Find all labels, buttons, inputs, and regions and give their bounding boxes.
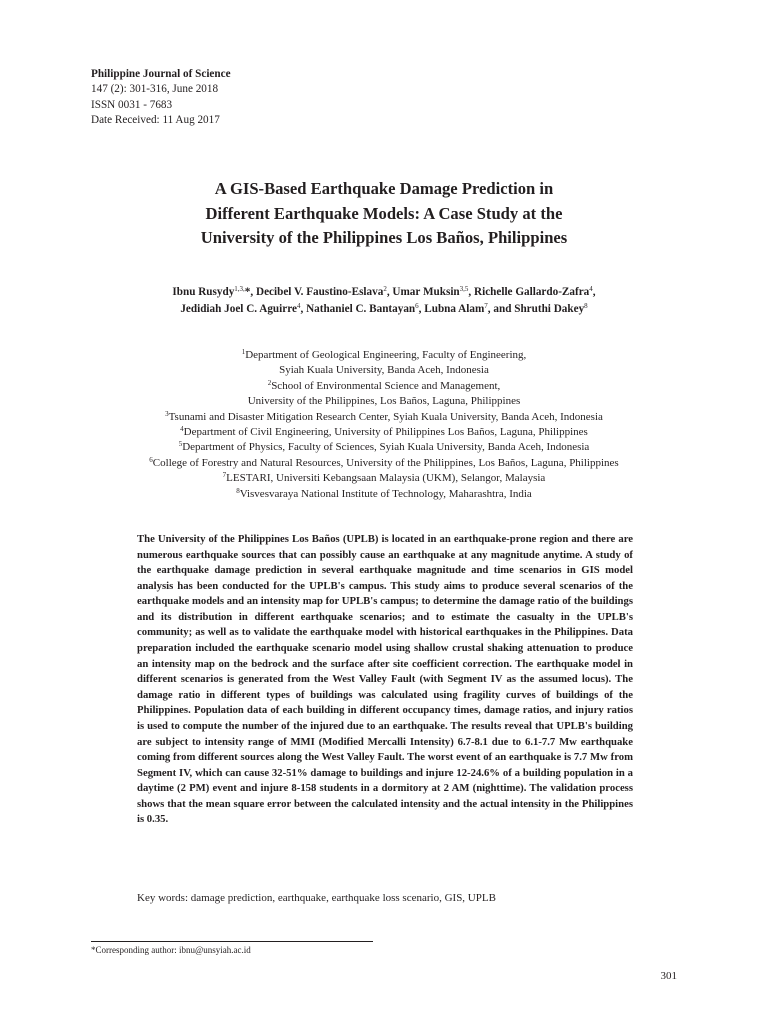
author-affiliation-mark: 4 [589,285,593,293]
author-name: Jedidiah Joel C. Aguirre [180,303,297,315]
affiliation-line [60,410,708,425]
affiliation-text: Department of Geological Engineering, Faculty of Engineering, [245,349,527,361]
corresponding-author-footnote: *Corresponding author: ibnu@unsyiah.ac.id [91,945,251,955]
author-name: Ibnu Rusydy [172,286,235,298]
affiliation-line [60,440,708,455]
author-separator: *, [244,286,256,298]
title-line: University of the Philippines Los Baños, Philippines [200,228,568,247]
author-separator: , and [487,303,515,315]
affiliation-text: LESTARI, Universiti Kebangsaan Malaysia (UKM), Selangor, Malaysia [226,472,546,485]
affiliation-text: Visvesvaraya National Institute of Technology, Maharashtra, India [239,487,532,500]
affiliation-line [60,471,708,486]
author-separator: , [386,286,393,298]
affiliation-line [60,348,708,363]
author-name: Richelle Gallardo-Zafra [474,286,590,298]
affiliation-number: 1 [241,348,246,356]
affiliation-text: College of Forestry and Natural Resources, University of the Philippines, Los Baños, Laguna, Philippines [152,456,619,469]
author-affiliation-mark: 4 [296,302,301,310]
author-affiliation-mark: 2 [383,285,387,293]
author-separator: , [300,303,307,315]
date-received: Date Received: 11 Aug 2017 [91,114,220,127]
affiliation-text: Department of Civil Engineering, University of Philippines Los Baños, Laguna, Philippines [183,426,588,439]
affiliation-line [60,487,708,502]
author-affiliation-mark: 7 [484,302,488,310]
author-list [80,284,688,318]
affiliation-number: 3 [165,409,169,418]
affiliation-text: School of Environmental Science and Management, [271,379,501,392]
affiliation-number: 4 [180,425,184,434]
author-name: Shruthi Dakey [514,303,585,315]
keywords: Key words: damage prediction, earthquake, earthquake loss scenario, GIS, UPLB [137,892,496,904]
author-name: Nathaniel C. Bantayan [306,303,416,315]
abstract: The University of the Philippines Los Baños (UPLB) is located in an earthquake-prone region and there are numerous earthquake sources that can possibly cause an earthquake at any magnitude anytime. A study of the earthquake damage prediction in several earthquake magnitude and time scenarios in GIS model analysis has been conducted for the UPLB's campus. This study aims to produce several scenarios of the earthquake models and an intensity map for UPLB's campus; to determine the damage ratio of the buildings and its distribution in different earthquake scenarios; and to estimate the casualty in the UPLB's community; as well as to validate the earthquake model with historical earthquakes in the Philippines. Data preparation included the earthquake scenario model using shallow crustal shaking attenuation to produce an intensity map on the bedrock and the surface after site coefficient correction. The earthquake model in different scenarios is generated from the West Valley Fault (with Segment IV as the assumed locus). The damage ratio in different types of buildings was calculated using fragility curves of buildings of the Philippines. Population data of each building in different occupancy times, damage ratios, and injury ratios is used to compute the number of the injured due to an earthquake. The results reveal that UPLB's building are subject to intensity range of MMI (Modified Mercalli Intensity) 6.7-8.1 due to 6.1-7.7 Mw earthquake coming from different sources along the West Valley Fault. The worst event of an earthquake is 7.7 Mw from Segment IV, which can cause 32-51% damage to buildings and injure 12-24.6% of a building population in a daytime (2 PM) event and injure 8-158 students in a dormitory at 2 AM (nighttime). The validation process shows that the mean square error between the calculated intensity and the actual intensity in the Philippines is 0.35. [137,533,633,826]
affiliation-number: 6 [149,455,153,464]
author-affiliation-mark: 8 [584,302,588,310]
affiliation-text: University of the Philippines, Los Baños, Laguna, Philippines [247,395,521,408]
affiliation-text: Department of Physics, Faculty of Sciences, Syiah Kuala University, Banda Aceh, Indonesia [182,441,590,454]
footnote-divider [91,941,373,942]
author-name: Decibel V. Faustino-Eslava [255,286,384,298]
affiliation-number: 2 [267,378,272,387]
affiliation-number: 5 [178,440,183,449]
author-name: Lubna Alam [424,303,485,315]
author-separator: , [468,286,474,298]
author-separator: , [418,303,425,315]
title-line: A GIS-Based Earthquake Damage Prediction in [214,179,554,198]
affiliation-line [60,456,708,471]
journal-header [91,67,231,129]
affiliation-text: Syiah Kuala University, Banda Aceh, Indonesia [279,364,489,377]
affiliation-line [60,363,708,378]
author-affiliation-mark: 6 [415,302,419,310]
journal-name: Philippine Journal of Science [91,68,231,80]
affiliation-list [60,348,708,502]
affiliation-text: Tsunami and Disaster Mitigation Research Center, Syiah Kuala University, Banda Aceh, Indonesia [168,410,603,423]
affiliation-line [60,394,708,409]
journal-volume: 147 (2): 301-316, June 2018 [91,83,219,96]
author-affiliation-mark: 3,5 [459,285,469,293]
author-affiliation-mark: 1,3, [234,285,245,293]
affiliation-number: 8 [236,486,240,495]
author-name: Umar Muksin [392,286,460,298]
title-line: Different Earthquake Models: A Case Study at the [205,203,563,223]
paper-title [60,177,708,251]
author-separator: , [592,286,596,298]
page-number: 301 [660,970,677,982]
affiliation-line [60,425,708,440]
affiliation-line [60,379,708,394]
journal-issn: ISSN 0031 - 7683 [91,98,173,111]
affiliation-number: 7 [222,471,227,480]
